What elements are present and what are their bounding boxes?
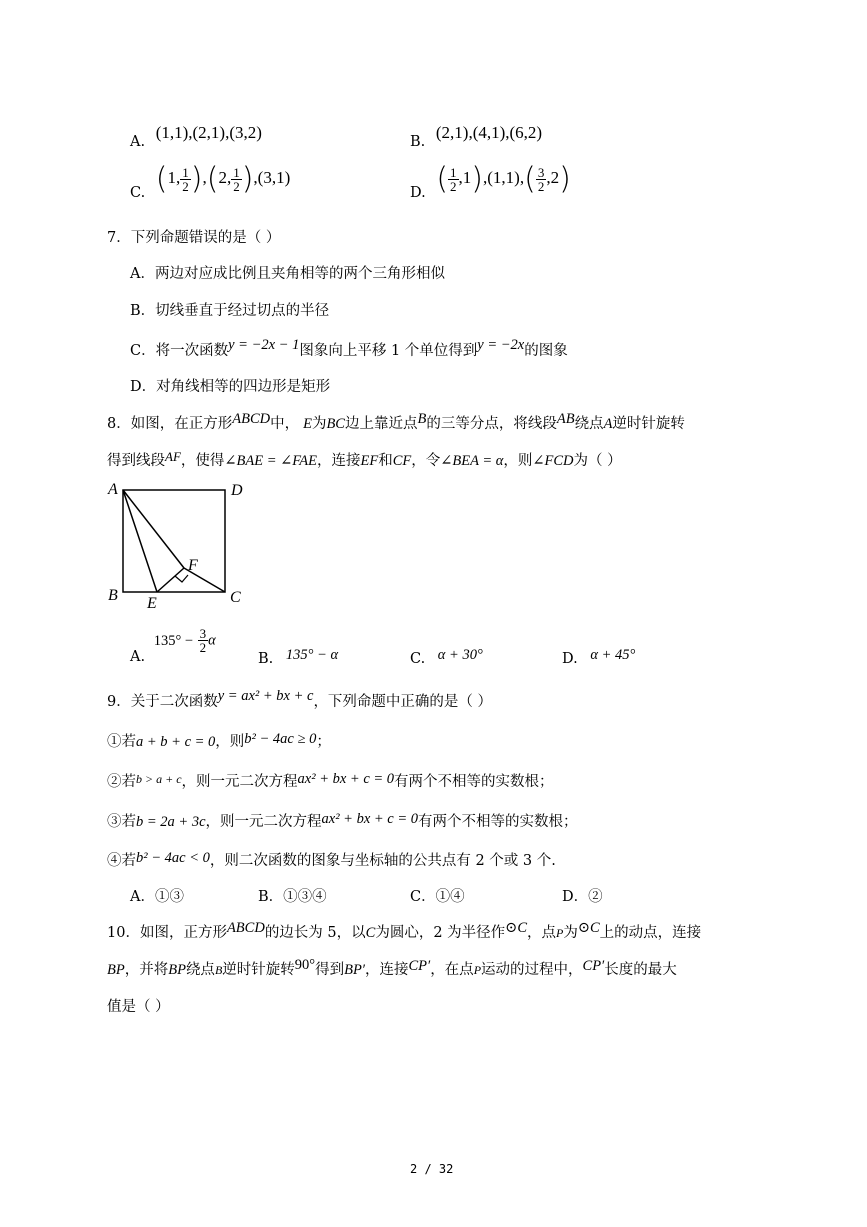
text: 为	[563, 925, 578, 941]
formula: 135° −	[153, 632, 194, 649]
page-number: 2 / 32	[410, 1162, 454, 1176]
q8-option-b	[258, 647, 339, 667]
denominator: 2	[233, 179, 240, 194]
segment-ae	[123, 490, 157, 592]
text: 上的动点，连接	[599, 925, 702, 941]
math: AB	[556, 411, 575, 427]
text: 图象向上平移 1 个单位得到	[299, 343, 478, 359]
formula: y = −2x	[477, 337, 525, 353]
text: ，则二次函数的图象与坐标轴的公共点有 2 个或 3 个.	[209, 853, 556, 869]
text: 的边长为 5，以	[264, 925, 366, 941]
math: B	[214, 963, 223, 977]
formula: α	[208, 632, 216, 649]
q8-option-a	[130, 626, 216, 665]
math: CF	[392, 453, 412, 469]
q8-stem-line2	[107, 449, 622, 470]
q8-option-c	[410, 647, 483, 667]
text: ，则	[215, 734, 245, 750]
math: A	[603, 416, 613, 432]
segment-af	[123, 490, 184, 568]
q6-option-c	[130, 162, 291, 202]
formula: α + 45°	[590, 647, 636, 663]
right-angle-mark	[175, 575, 188, 582]
option-label: B.	[410, 134, 426, 150]
text: 逆时针旋转	[612, 416, 685, 432]
q9-statement-4	[107, 849, 556, 870]
text: ；	[316, 734, 331, 750]
q9-statement-2	[107, 770, 554, 791]
text: 的三等分点，将线段	[426, 416, 557, 432]
text: ，则一元二次方程	[181, 774, 298, 790]
formula: α + 30°	[437, 647, 483, 663]
q8-stem-line1	[107, 412, 685, 433]
denominator: 2	[537, 179, 545, 194]
text: 为（ ）	[573, 453, 622, 469]
text: 为	[311, 416, 327, 432]
option-expression: ( $\frac{1}{2}$ ,1),(1,1),( $\frac{3}{2}$ ,2)	[436, 162, 571, 197]
q9-statement-3	[107, 810, 578, 831]
label-f: F	[188, 557, 198, 574]
q10-stem-line1	[107, 921, 701, 942]
term: (3,1)	[257, 168, 291, 188]
q7-option-a: A．两边对应成比例且夹角相等的两个三角形相似	[130, 266, 445, 282]
formula: b² − 4ac < 0	[136, 850, 210, 866]
term: ,2	[546, 168, 560, 188]
text: 为圆心，2 为半径作	[375, 925, 506, 941]
text: ，连接	[364, 962, 409, 978]
text: C．将一次函数	[130, 343, 229, 359]
fraction	[198, 627, 209, 654]
q7-stem: 7．下列命题错误的是（ ）	[107, 230, 281, 246]
text: ，并将	[124, 962, 169, 978]
math: ∠BEA = α	[440, 453, 504, 469]
text: 和	[378, 453, 393, 469]
math: B	[417, 411, 427, 427]
q6-option-a	[130, 123, 262, 150]
text: 得到线段	[107, 453, 165, 469]
text: 有两个不相等的实数根；	[394, 774, 554, 790]
label-c: C	[230, 589, 241, 606]
denominator: 2	[182, 179, 189, 194]
numerator: 3	[199, 626, 207, 641]
option-label: A.	[130, 134, 146, 150]
math: CP′	[408, 958, 431, 974]
label-b: B	[108, 587, 118, 604]
math: ∠FCD	[532, 453, 574, 469]
text: ，在点	[430, 962, 474, 978]
option-expression: (1, $\frac{1}{2}$ ),(2, $\frac{1}{2}$ ),(3,1)	[155, 162, 291, 197]
q9-option-d: D．②	[562, 889, 603, 905]
math: BP′	[344, 962, 365, 978]
math: AF	[165, 449, 181, 464]
option-label: B.	[258, 651, 274, 667]
formula: a + b + c = 0	[136, 734, 216, 750]
q10-stem-line3: 值是（ ）	[107, 999, 170, 1015]
label-d: D	[231, 482, 243, 499]
math: BP	[107, 962, 125, 978]
q9-stem	[107, 690, 492, 711]
text: 逆时针旋转	[222, 962, 295, 978]
text: ①若	[107, 734, 136, 750]
q6-option-b	[410, 123, 543, 150]
text: 绕点	[574, 416, 604, 432]
text: ，令	[411, 453, 441, 469]
text: 10．如图，正方形	[107, 925, 227, 941]
q6-option-d	[410, 162, 571, 202]
q8-option-d	[562, 647, 636, 667]
math: ⊙C	[577, 920, 600, 936]
text: ，则一元二次方程	[205, 814, 322, 830]
term: ,1	[458, 168, 472, 188]
math: P	[473, 963, 482, 977]
q7-option-b: B．切线垂直于经过切点的半径	[130, 303, 330, 319]
math: CP′	[582, 958, 605, 974]
option-label: C.	[130, 185, 146, 202]
denominator: 2	[199, 640, 207, 655]
text: 中，	[270, 416, 300, 432]
option-label: D.	[562, 651, 578, 667]
math: ABCD	[226, 920, 265, 936]
formula: b = 2a + 3c	[136, 814, 206, 830]
text: ，连接	[317, 453, 361, 469]
q9-option-a: A．①③	[130, 889, 184, 905]
formula: b² − 4ac ≥ 0	[244, 731, 317, 747]
text: 9．关于二次函数	[107, 694, 218, 710]
text: ，点	[527, 925, 556, 941]
formula: 135° − α	[285, 647, 339, 663]
formula: ax² + bx + c = 0	[297, 771, 395, 787]
q7-option-c	[130, 339, 568, 360]
text: ④若	[107, 853, 136, 869]
term: 2,	[218, 168, 232, 188]
math: P	[556, 926, 564, 940]
math: 90°	[294, 957, 316, 973]
numerator: 3	[537, 165, 545, 180]
text: ，使得	[180, 453, 225, 469]
text: ③若	[107, 814, 136, 830]
denominator: 2	[450, 179, 457, 194]
text: 长度的最大	[604, 962, 677, 978]
q9-option-b: B．①③④	[258, 889, 327, 905]
formula: b > a + c	[136, 772, 182, 786]
option-label: D.	[410, 185, 426, 202]
q7-option-d: D．对角线相等的四边形是矩形	[130, 379, 331, 395]
math: E	[303, 416, 312, 432]
q10-stem-line2	[107, 958, 677, 979]
math: ∠BAE = ∠FAE	[224, 453, 317, 469]
text: 绕点	[185, 962, 215, 978]
text: ②若	[107, 774, 136, 790]
formula: y = ax² + bx + c	[217, 688, 314, 704]
formula: y = −2x − 1	[228, 337, 300, 353]
option-label: A.	[130, 648, 146, 665]
text: 得到	[315, 962, 345, 978]
text: 有两个不相等的实数根；	[418, 814, 578, 830]
math: ABCD	[232, 411, 271, 427]
text: 8．如图，在正方形	[107, 416, 233, 432]
q9-option-c: C．①④	[410, 889, 465, 905]
term: 1,	[167, 168, 181, 188]
label-e: E	[147, 595, 157, 612]
text: 的图象	[524, 343, 568, 359]
option-text: (2,1),(4,1),(6,2)	[435, 123, 543, 142]
math: BP	[168, 962, 186, 978]
label-a: A	[108, 481, 118, 498]
math: C	[365, 925, 376, 941]
option-label: C.	[410, 651, 426, 667]
formula: ax² + bx + c = 0	[321, 811, 419, 827]
numerator: 1	[182, 165, 189, 180]
math: ⊙C	[505, 920, 527, 936]
q8-figure	[100, 478, 260, 613]
numerator: 1	[450, 165, 457, 180]
numerator: 1	[233, 165, 240, 180]
text: 运动的过程中，	[481, 962, 583, 978]
math: BC	[326, 416, 345, 432]
text: ，则	[503, 453, 533, 469]
term: (1,1)	[487, 168, 520, 188]
q9-statement-1	[107, 730, 331, 751]
math: EF	[360, 453, 379, 469]
text: ，下列命题中正确的是（ ）	[313, 694, 493, 710]
option-text: (1,1),(2,1),(3,2)	[155, 123, 262, 142]
text: 边上靠近点	[344, 416, 418, 432]
